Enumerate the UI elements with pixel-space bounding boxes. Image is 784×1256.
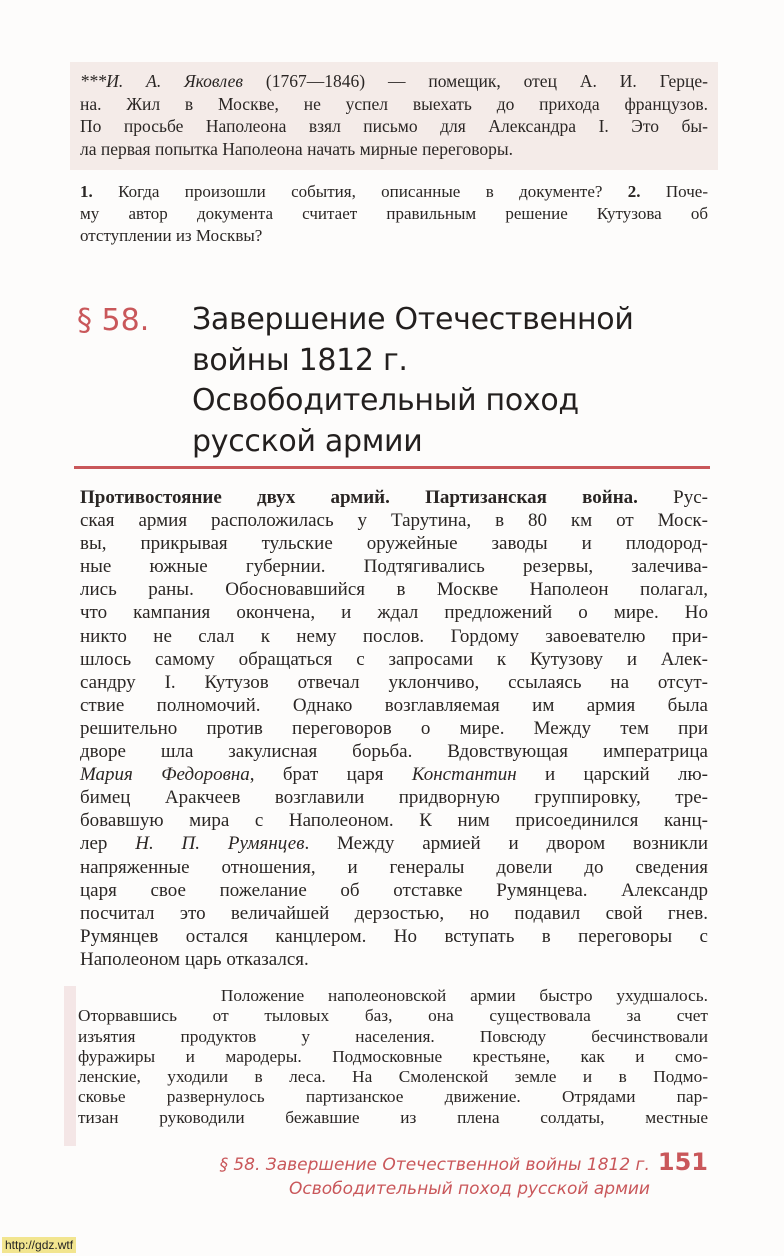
bold-text: 2. <box>627 182 641 201</box>
text: изъятия продуктов у населения. Повсюду бесчинствовали <box>78 1026 708 1046</box>
text-line <box>80 925 708 948</box>
text: бимец Аракчеев возглавили придворную группировку, тре- <box>80 787 708 809</box>
text: посчитал это величайшей дерзостью, но подавил свой гнев. <box>80 902 708 924</box>
text-line <box>80 648 708 671</box>
bold-text: Противостояние двух армий. Партизанская война. <box>80 487 638 508</box>
text-line <box>80 809 708 832</box>
title-line: Завершение Отечественной <box>192 302 634 337</box>
text-line <box>80 578 708 601</box>
document-marker <box>64 986 76 1146</box>
text: лер <box>80 833 136 855</box>
text-line <box>80 555 708 578</box>
text: Рус- <box>637 487 709 508</box>
text-line <box>80 181 708 203</box>
watermark-link[interactable]: http://gdz.wtf <box>2 1237 76 1253</box>
text: сковье развернулось партизанское движение. Отрядами пар- <box>78 1087 708 1107</box>
text-line <box>78 1047 708 1067</box>
text: решительно против переговоров о мире. Между тем при <box>80 717 708 739</box>
document-excerpt <box>78 986 708 1128</box>
text-line <box>78 1067 708 1087</box>
text-line <box>80 832 708 855</box>
text-line <box>80 717 708 740</box>
text-line <box>80 786 708 809</box>
text: бовавшую мира с Наполеоном. К ним присоединился канц- <box>80 810 708 832</box>
text: никто не слал к нему послов. Гордому завоевателю при- <box>80 625 708 647</box>
text-line <box>80 902 708 925</box>
text: отступлении из Москвы? <box>80 225 263 245</box>
text: (1767—1846) — помещик, отец А. И. Герце- <box>242 71 708 91</box>
page-number: 151 <box>657 1148 708 1176</box>
text: шлось самому обращаться с запросами к Кутузову и Алек- <box>80 648 708 670</box>
text-line <box>80 856 708 879</box>
footer-subtitle: Освободительный поход русской армии <box>288 1179 650 1199</box>
paragraph-number: § 58. <box>77 303 150 338</box>
text: ные южные губернии. Подтягивались резервы, залечива- <box>80 556 708 578</box>
text: Наполеоном царь отказался. <box>80 948 309 970</box>
text: на. Жил в Москве, не успел выехать до прихода французов. <box>80 93 708 114</box>
page-title <box>192 300 634 462</box>
text-line <box>80 601 708 624</box>
body-text <box>80 486 708 971</box>
text-line <box>80 509 708 532</box>
text: фуражиры и мародеры. Подмосковные крестьяне, как и смо- <box>78 1046 708 1066</box>
italic-text: Мария Федоровна <box>80 764 250 786</box>
text: тизан руководили бежавшие из плена солдаты, местные <box>78 1107 708 1127</box>
text-line <box>80 740 708 763</box>
text: сандру I. Кутузов отвечал уклончиво, ссылаясь на отсут- <box>80 671 708 693</box>
text-line <box>80 625 708 648</box>
text: . Между армией и двором возникли <box>304 833 708 855</box>
text-line <box>80 486 708 509</box>
text: и царский лю- <box>516 764 708 786</box>
title-line: русской армии <box>192 423 423 459</box>
text: ствие полномочий. Однако возглавляемая им армия была <box>80 694 708 716</box>
text: лись раны. Обосновавшийся в Москве Наполеон полагал, <box>80 579 708 601</box>
text-line <box>80 70 708 93</box>
title-line: войны 1812 г. <box>192 342 408 378</box>
text: , брат царя <box>249 764 412 786</box>
text: му автор документа считает правильным решение Кутузова об <box>80 203 708 223</box>
text-line <box>80 532 708 555</box>
text: Когда произошли события, описанные в документе? <box>92 182 628 201</box>
italic-text: Константин <box>411 764 517 786</box>
italic-text: Н. П. Румянцев <box>135 833 305 855</box>
italic-text: *** <box>80 71 107 91</box>
text: напряженные отношения, и генералы довели до сведения <box>80 856 708 878</box>
text-line <box>80 763 708 786</box>
text-line <box>78 1006 708 1026</box>
title-line: Освободительный поход <box>192 383 579 418</box>
text-line <box>78 1027 708 1047</box>
text-line <box>80 225 708 247</box>
bold-text: 1. <box>80 182 93 201</box>
text-line <box>80 93 708 116</box>
heading-divider <box>74 466 710 469</box>
text-line <box>80 694 708 717</box>
text: Оторвавшись от тыловых баз, она существовала за счет <box>78 1006 708 1026</box>
text-line <box>78 1108 708 1128</box>
running-footer <box>219 1149 708 1200</box>
text: ла первая попытка Наполеона начать мирные переговоры. <box>80 139 513 160</box>
text: дворе шла закулисная борьба. Вдовствующая императрица <box>80 741 708 763</box>
text-line <box>78 986 708 1006</box>
text: По просьбе Наполеона взял письмо для Александра I. Это бы- <box>80 116 708 137</box>
text: Положение наполеоновской армии быстро ухудшалось. <box>78 986 708 1005</box>
text-line <box>80 879 708 902</box>
footnote-text <box>80 70 708 161</box>
text: вы, прикрывая тульские оружейные заводы и плодород- <box>80 533 708 555</box>
text-line <box>80 115 708 138</box>
text: Румянцев остался канцлером. Но вступать в переговоры с <box>80 925 708 947</box>
text-line <box>80 671 708 694</box>
text: что кампания окончена, и ждал предложений о мире. Но <box>80 602 708 624</box>
text-line <box>78 1087 708 1107</box>
text: царя свое пожелание об отставке Румянцева. Александр <box>80 879 708 901</box>
italic-text: И. А. Яковлев <box>106 71 243 91</box>
text: ленские, уходили в леса. На Смоленской земле и в Подмо- <box>78 1067 708 1087</box>
text: ская армия расположилась у Тарутина, в 80 км от Моск- <box>80 510 708 532</box>
footer-chapter: § 58. Завершение Отечественной войны 1812 г. <box>219 1155 650 1175</box>
text-line <box>80 948 708 971</box>
text: Поче- <box>640 182 708 201</box>
text-line <box>80 203 708 225</box>
questions <box>80 181 708 246</box>
text-line <box>80 138 708 161</box>
